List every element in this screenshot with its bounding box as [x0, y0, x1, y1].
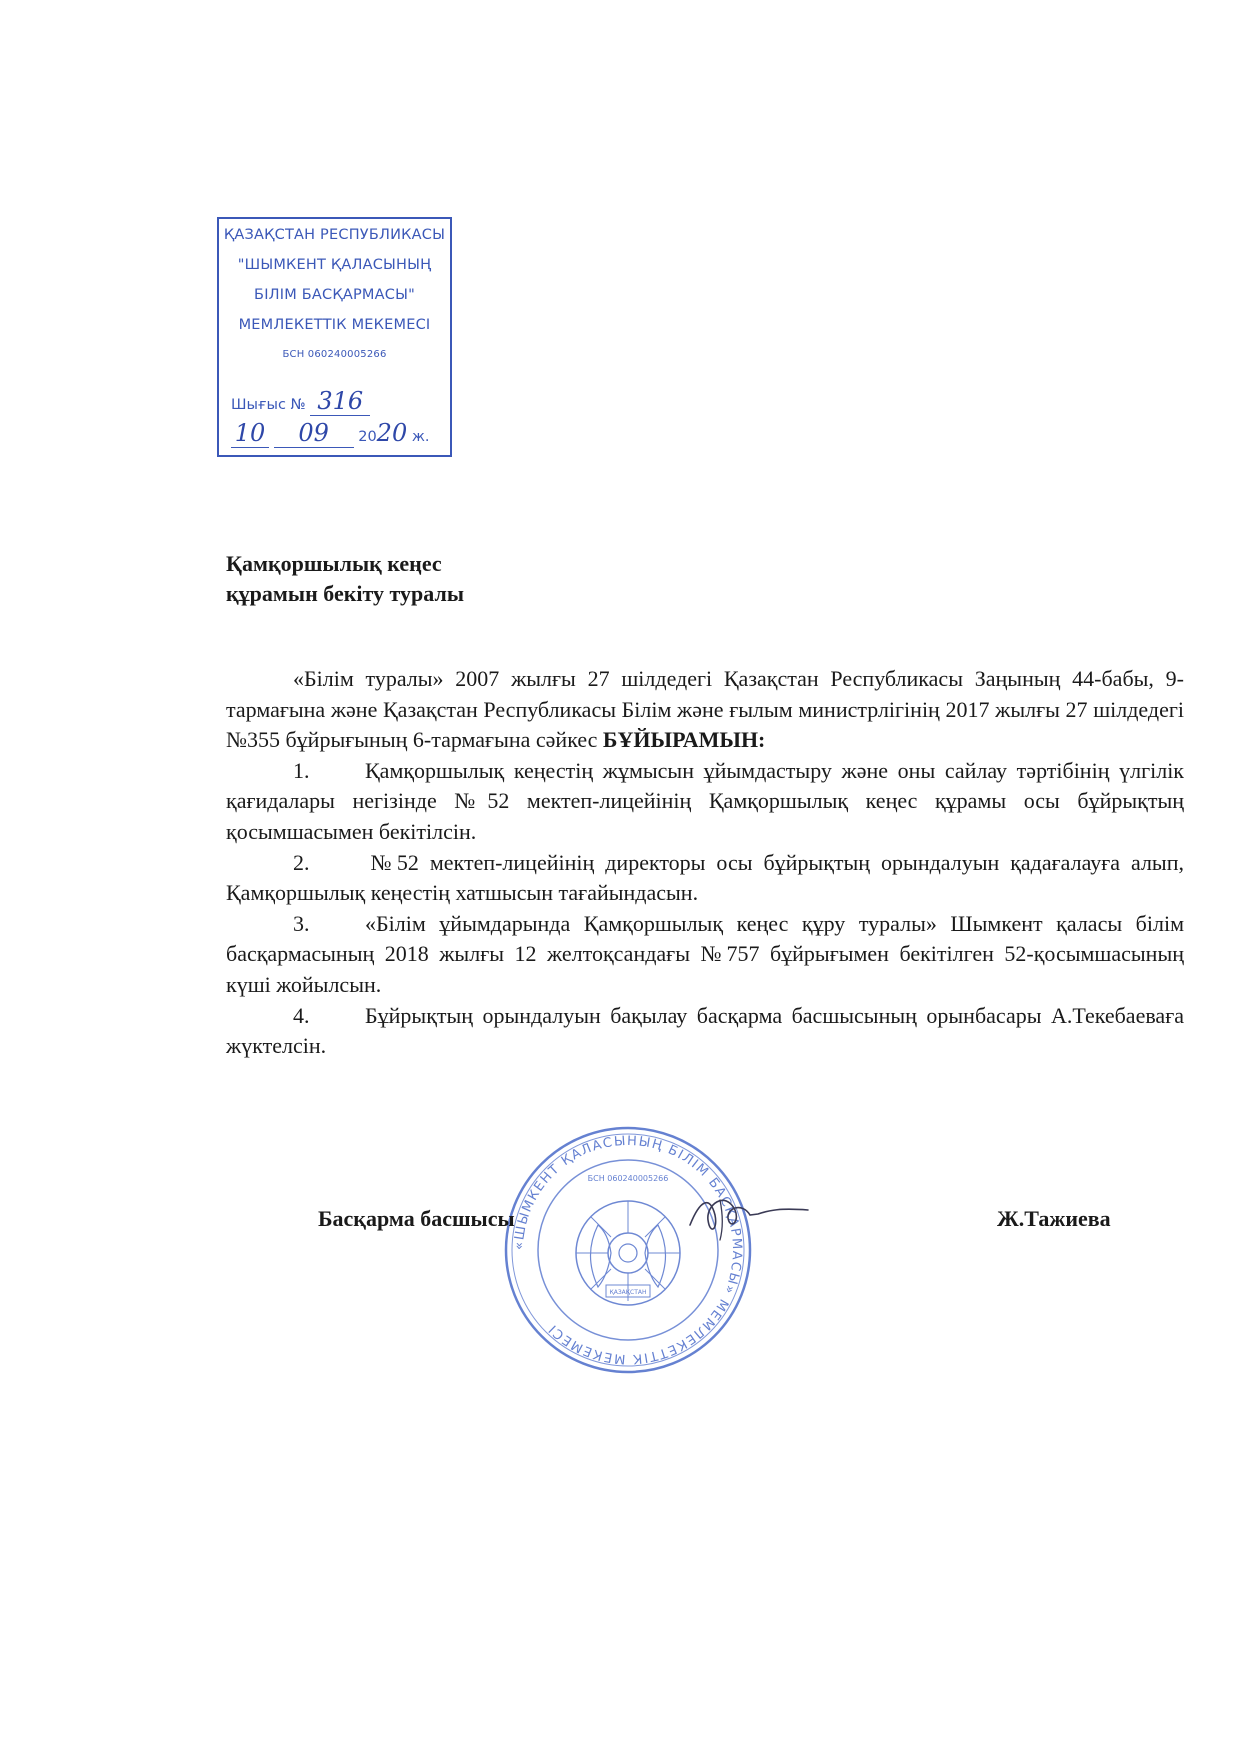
item-number: 2.	[293, 849, 310, 875]
seal-bin: БСН 060240005266	[587, 1174, 669, 1183]
item-text: №52 мектеп-лицейінің директоры осы бұйрықтың орындалуын қадағалауға алып, Қамқоршылық кеңестің хатшысын тағайындасын.	[226, 849, 1184, 906]
stamp-bin: БСН 060240005266	[282, 349, 387, 360]
list-item	[226, 848, 1184, 909]
item-number: 1.	[293, 757, 310, 783]
stamp-date-suffix: ж.	[411, 429, 430, 445]
stamp-date-month: 09	[298, 419, 329, 447]
stamp-date-year-suffix: 20	[376, 419, 408, 447]
title-line-1: Қамқоршылық кеңес	[226, 551, 442, 576]
list-item	[226, 909, 1184, 1001]
item-number: 4.	[293, 1002, 310, 1028]
item-text: Бұйрықтың орындалуын бақылау басқарма басшысының орынбасары А.Текебаеваға жүктелсін.	[226, 1002, 1184, 1059]
handwritten-signature	[680, 1180, 820, 1250]
official-seal	[503, 1125, 753, 1375]
stamp-outgoing-number: 316	[317, 387, 364, 415]
title-line-2: құрамын бекіту туралы	[226, 581, 464, 606]
signatory-role: Басқарма басшысы	[318, 1206, 515, 1231]
item-number: 3.	[293, 910, 310, 936]
stamp-line-1: ҚАЗАҚСТАН РЕСПУБЛИКАСЫ	[223, 227, 446, 243]
seal-outer-text: «ШЫМКЕНТ ҚАЛАСЫНЫҢ БІЛІМ БАСҚАРМАСЫ» МЕМЛЕКЕТТІК МЕКЕМЕСІ	[511, 1133, 745, 1367]
seal-inner-text: ҚАЗАҚСТАН	[609, 1289, 647, 1296]
stamp-line-4: МЕМЛЕКЕТТІК МЕКЕМЕСІ	[238, 317, 431, 333]
decree-word: БҰЙЫРАМЫН:	[602, 727, 766, 753]
preamble-text: «Білім туралы» 2007 жылғы 27 шілдедегі Қазақстан Республикасы Заңының 44-бабы, 9-тармағына және Қазақстан Республикасы Білім және ғылым министрлігінің 2017 жылғы 27 шілдедегі №355 бұйрығының 6-тармағына сәйкес	[226, 666, 1184, 753]
stamp-outgoing-label: Шығыс №	[231, 397, 306, 413]
stamp-outgoing-row	[231, 387, 442, 416]
list-item	[226, 1001, 1184, 1062]
list-item	[226, 756, 1184, 848]
item-text: «Білім ұйымдарында Қамқоршылық кеңес құру туралы» Шымкент қаласы білім басқармасының 2018 жылғы 12 желтоқсандағы №757 бұйрығымен бекітілген 52-қосымшасының күші жойылсын.	[226, 910, 1184, 997]
preamble-paragraph	[226, 664, 1184, 756]
stamp-line-2: "ШЫМКЕНТ ҚАЛАСЫНЫҢ	[237, 257, 432, 273]
stamp-date-row	[231, 419, 442, 448]
item-text: Қамқоршылық кеңестің жұмысын ұйымдастыру және оны сайлау тәртібінің үлгілік қағидалары негізінде №52 мектеп-лицейінің Қамқоршылық кеңес құрамы осы бұйрықтың қосымшасымен бекітілсін.	[226, 757, 1184, 844]
document-body	[226, 664, 1184, 1062]
document-title	[226, 549, 464, 609]
stamp-date-year-prefix: 20	[358, 429, 377, 445]
stamp-line-3: БІЛІМ БАСҚАРМАСЫ"	[254, 287, 415, 303]
stamp-date-day: 10	[234, 419, 266, 447]
registration-stamp	[217, 217, 452, 457]
signatory-name: Ж.Тажиева	[997, 1206, 1111, 1231]
